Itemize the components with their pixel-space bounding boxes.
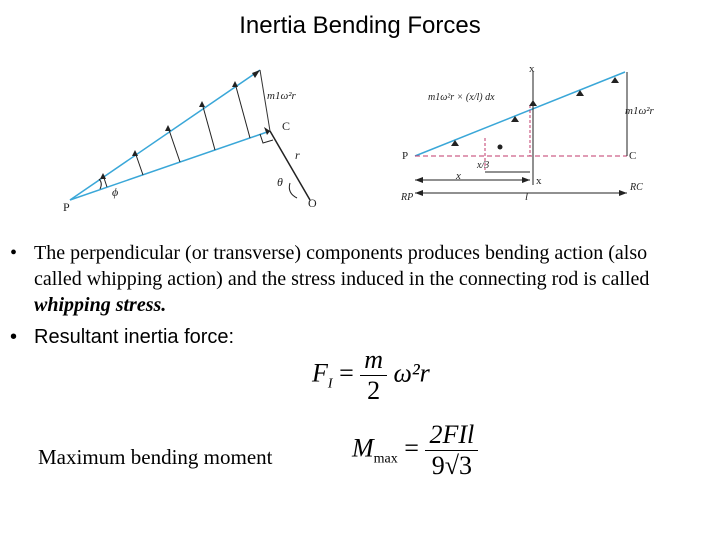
label-C: C bbox=[282, 119, 291, 133]
eq-fi-num: m bbox=[360, 345, 387, 376]
label-theta: θ bbox=[277, 175, 283, 189]
label-m1w2r-dx: m1ω²r × (x/l) dx bbox=[428, 92, 495, 103]
bullet-list bbox=[10, 240, 690, 356]
eq-fi-den: 2 bbox=[367, 376, 381, 405]
max-moment-equation: $M_{max}$ = $\frac{\text{2FIl}}{9√3}$ bbox=[352, 420, 478, 481]
max-bending-moment-label: Maximum bending moment bbox=[38, 445, 273, 469]
label-O: O bbox=[308, 196, 317, 210]
bullet-whipping-emphasis: whipping stress. bbox=[34, 294, 167, 316]
eq-m-num: 2FIl bbox=[425, 420, 478, 451]
bullet-dot: • bbox=[10, 242, 18, 264]
eq-m-lhs: M bbox=[352, 433, 374, 463]
label-RC: RC bbox=[630, 182, 643, 193]
eq-m-den: 9√3 bbox=[431, 451, 472, 480]
bullet-resultant-text: Resultant inertia force: bbox=[34, 326, 235, 348]
label-X-bottom: x bbox=[536, 175, 542, 187]
label-P: P bbox=[63, 200, 70, 214]
label-x-over-3: x/3 bbox=[477, 160, 490, 171]
bullet-whipping-text: The perpendicular (or transverse) components produces bending action (also called whipping action) and the stress induced in the connecting rod is called bbox=[34, 242, 650, 290]
slide-title: Inertia Bending Forces bbox=[239, 12, 481, 38]
label-RP: RP bbox=[401, 192, 414, 203]
label-m1w2r-right: m1ω²r bbox=[625, 105, 654, 117]
inertia-force-equation: $F_I$ = $\frac{m}{2}$ ω²r bbox=[312, 345, 430, 405]
label-phi: ϕ bbox=[112, 185, 119, 199]
bullet-dot: • bbox=[10, 326, 18, 348]
eq-fi-sub: I bbox=[327, 376, 333, 392]
label-P: P bbox=[402, 150, 409, 162]
label-m1w2r: m1ω²r bbox=[267, 90, 296, 102]
eq-m-fraction bbox=[425, 420, 478, 481]
label-x-mid: x bbox=[456, 170, 461, 182]
label-r: r bbox=[295, 148, 300, 162]
eq-m-sub: max bbox=[373, 451, 398, 467]
label-l: l bbox=[525, 191, 529, 203]
eq-fi-rhs: ω²r bbox=[393, 358, 430, 388]
label-x-top: x bbox=[529, 63, 535, 75]
bullet-whipping bbox=[10, 240, 690, 318]
left-connecting-rod-diagram bbox=[55, 55, 335, 215]
right-bending-diagram bbox=[395, 60, 685, 210]
eq-fi-fraction bbox=[360, 345, 387, 406]
label-C: C bbox=[629, 150, 637, 162]
eq-fi-lhs: F bbox=[312, 358, 328, 388]
